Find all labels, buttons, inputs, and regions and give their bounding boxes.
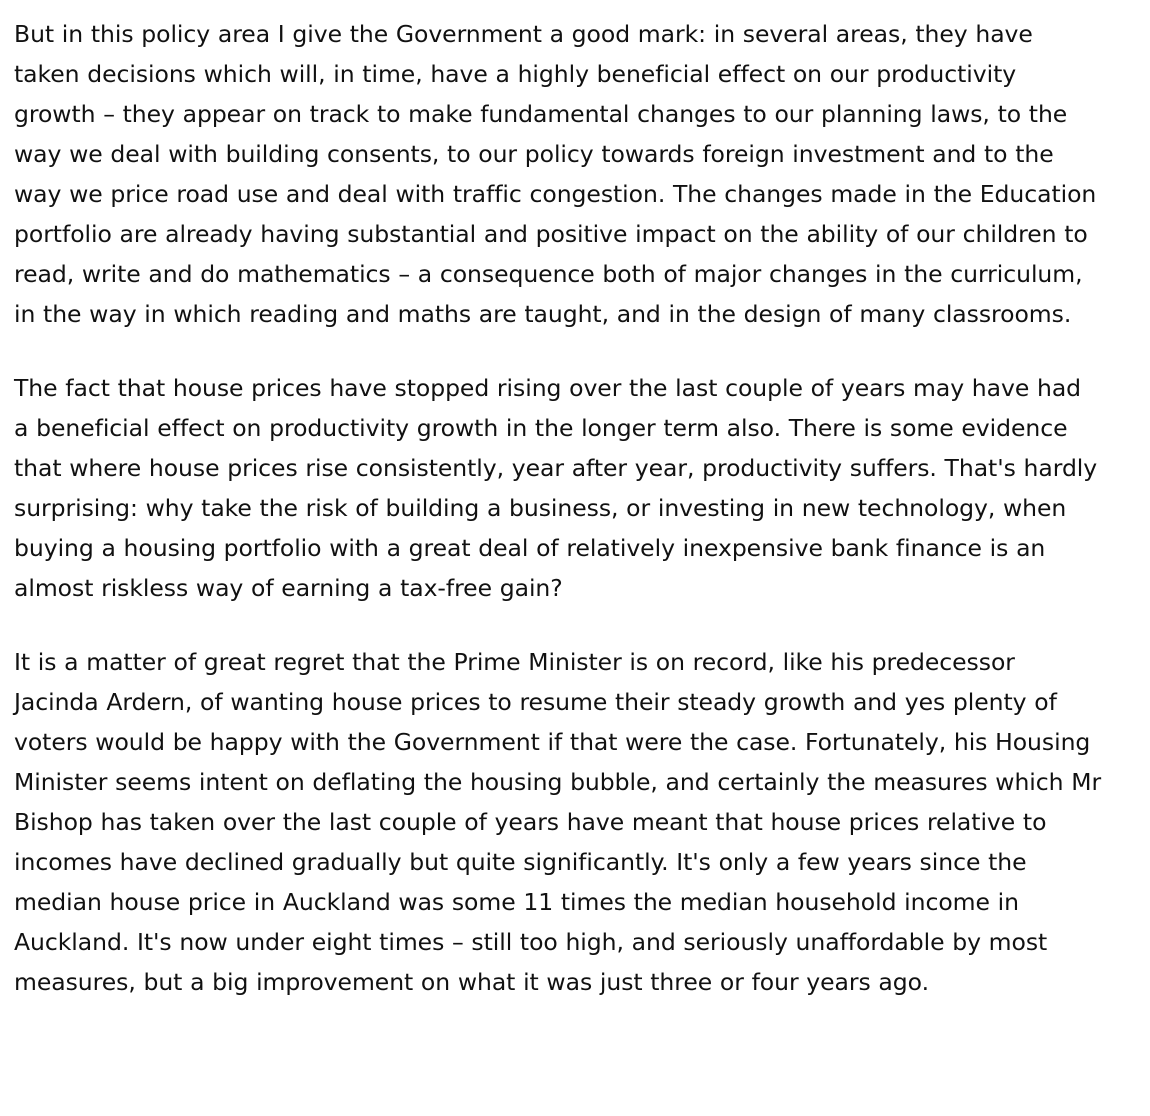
paragraph-3: It is a matter of great regret that the Prime Minister is on record, like his predecessor Jacinda Ardern, of wanting house prices to resume their steady growth and yes plenty of voters would be happy with the Government if that were the case. Fortunately, his Housing Minister seems intent on deflating the housing bubble, and certainly the measures which Mr Bishop has taken over the last couple of years have meant that house prices relative to incomes have declined gradually but quite significantly. It's only a few years since the median house price in Auckland was some 11 times the median household income in Auckland. It's now under eight times – still too high, and seriously unaffordable by most measures, but a big improvement on what it was just three or four years ago. xyxy=(14,648,1102,996)
paragraph-2: The fact that house prices have stopped rising over the last couple of years may have had a beneficial effect on productivity growth in the longer term also. There is some evidence that where house prices rise consistently, year after year, productivity suffers. That's hardly surprising: why take the risk of building a business, or investing in new technology, when buying a housing portfolio with a great deal of relatively inexpensive bank finance is an almost riskless way of earning a tax-free gain? xyxy=(14,374,1098,602)
paragraph-1: But in this policy area I give the Government a good mark: in several areas, they have taken decisions which will, in time, have a highly beneficial effect on our productivity growth – they appear on track to make fundamental changes to our planning laws, to the way we deal with building consents, to our policy towards foreign investment and to the way we price road use and deal with traffic congestion. The changes made in the Education portfolio are already having substantial and positive impact on the ability of our children to read, write and do mathematics – a consequence both of major changes in the curriculum, in the way in which reading and maths are taught, and in the design of many classrooms. xyxy=(14,20,1097,328)
